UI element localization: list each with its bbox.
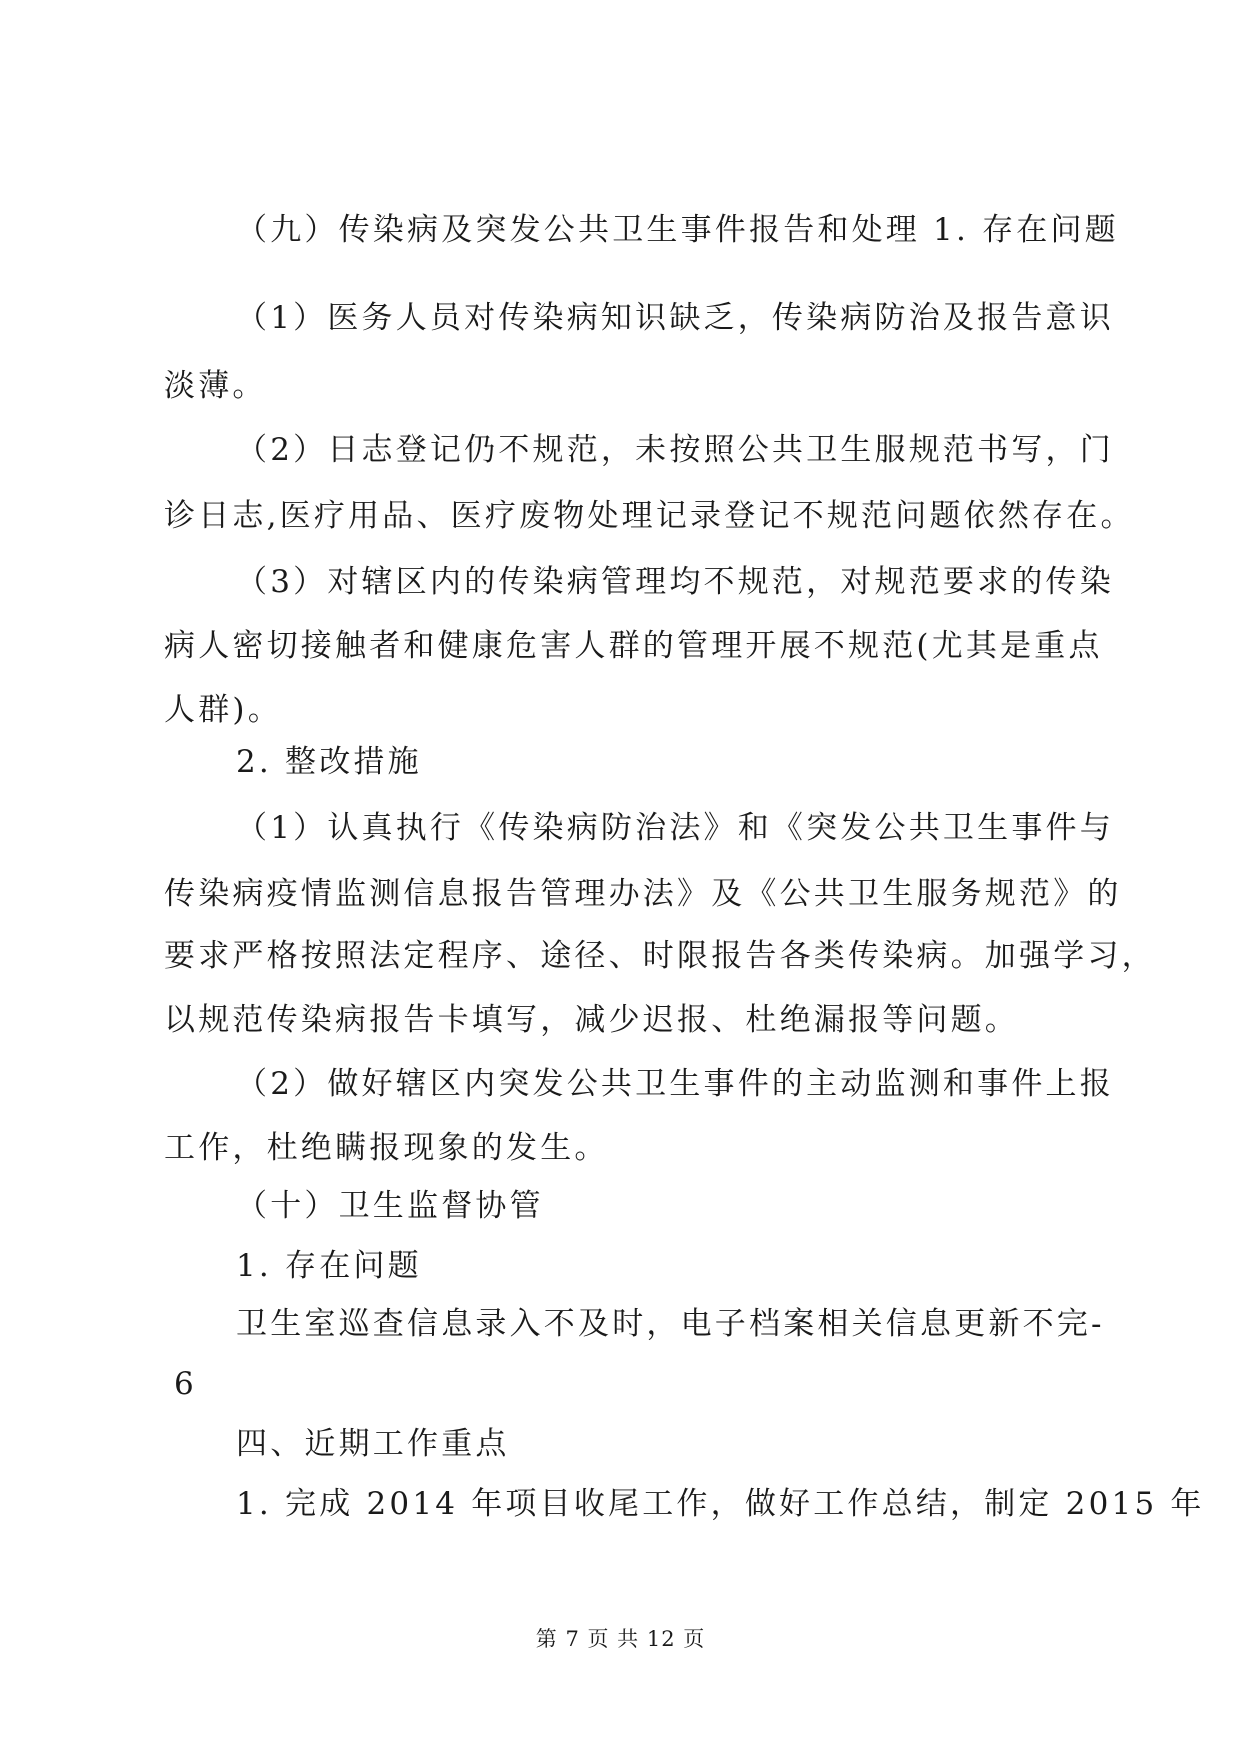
section-heading: （十）卫生监督协管 [236, 1188, 544, 1224]
text-line: （2）做好辖区内突发公共卫生事件的主动监测和事件上报 [236, 1066, 1114, 1102]
text-line: 6 [174, 1366, 197, 1402]
text-line: 淡薄。 [164, 368, 267, 404]
text-line: 诊日志,医疗用品、医疗废物处理记录登记不规范问题依然存在。 [164, 498, 1135, 534]
section-heading: 1. 存在问题 [236, 1248, 422, 1284]
text-line: （1）医务人员对传染病知识缺乏，传染病防治及报告意识 [236, 300, 1114, 336]
text-line: 1. 完成 2014 年项目收尾工作，做好工作总结，制定 2015 年 [236, 1486, 1205, 1522]
text-line: 人群)。 [164, 692, 282, 728]
text-line: （2）日志登记仍不规范，未按照公共卫生服规范书写，门 [236, 432, 1114, 468]
text-line: 病人密切接触者和健康危害人群的管理开展不规范(尤其是重点 [164, 628, 1103, 664]
text-line: （九）传染病及突发公共卫生事件报告和处理 1. 存在问题 [236, 212, 1119, 248]
text-line: 以规范传染病报告卡填写，减少迟报、杜绝漏报等问题。 [164, 1002, 1019, 1038]
text-line: 传染病疫情监测信息报告管理办法》及《公共卫生服务规范》的 [164, 876, 1122, 912]
text-line: 工作，杜绝瞒报现象的发生。 [164, 1130, 609, 1166]
section-heading: 四、近期工作重点 [236, 1426, 510, 1462]
section-heading: 2. 整改措施 [236, 744, 422, 780]
page-number-footer: 第 7 页 共 12 页 [535, 1627, 706, 1651]
text-line: （3）对辖区内的传染病管理均不规范，对规范要求的传染 [236, 564, 1114, 600]
text-line: 要求严格按照法定程序、途径、时限报告各类传染病。加强学习， [164, 938, 1156, 974]
text-line: （1）认真执行《传染病防治法》和《突发公共卫生事件与 [236, 810, 1114, 846]
text-line: 卫生室巡查信息录入不及时，电子档案相关信息更新不完- [236, 1306, 1105, 1342]
